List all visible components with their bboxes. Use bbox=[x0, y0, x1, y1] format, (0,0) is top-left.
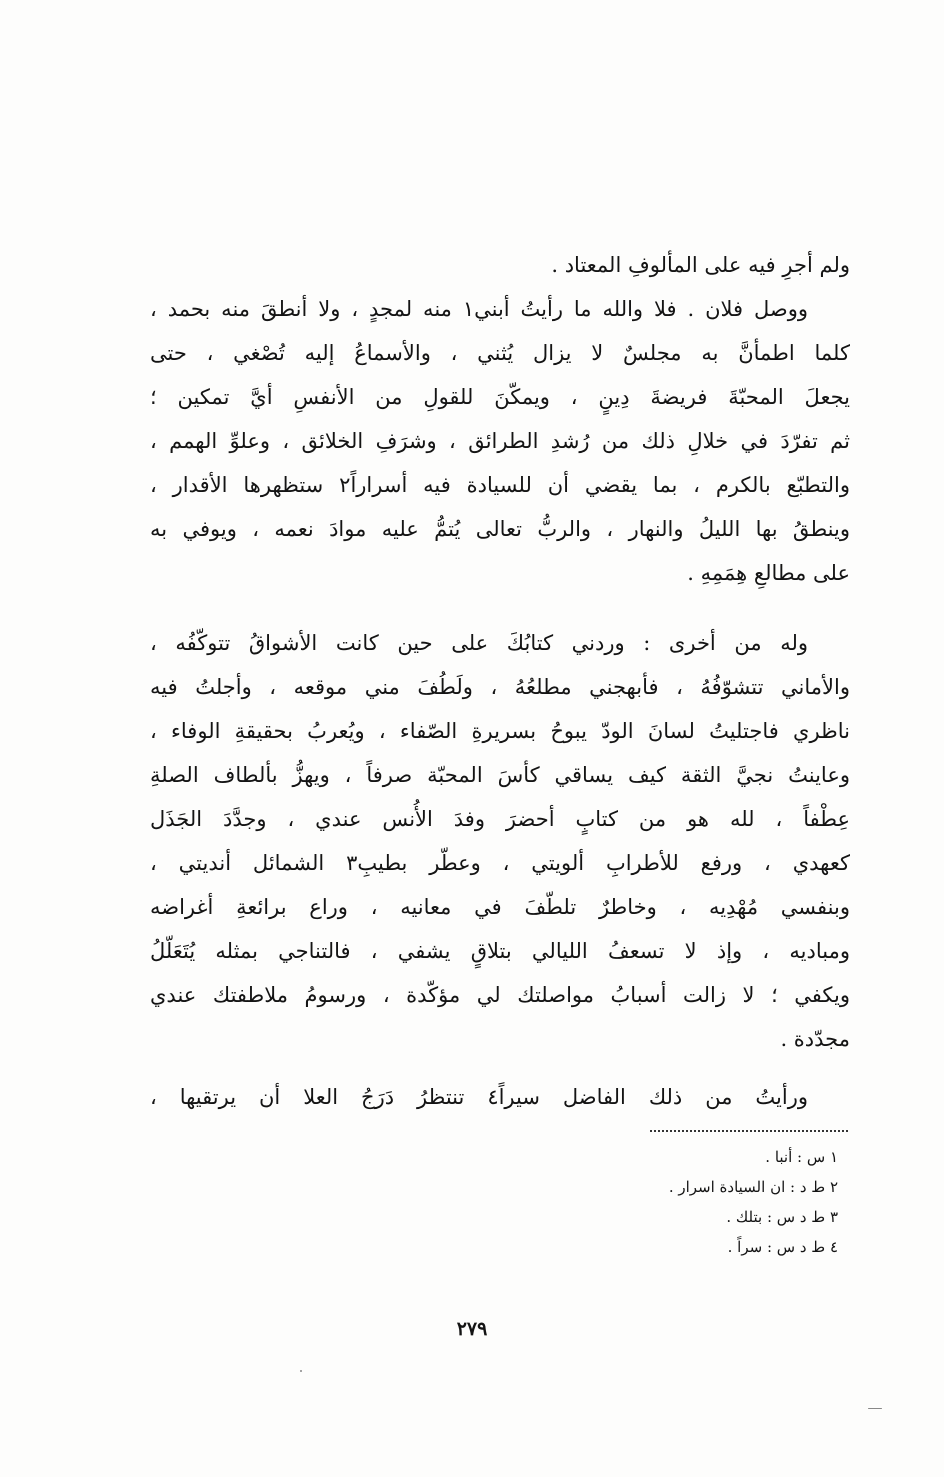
text-line: كلما اطمأنَّ به مجلسٌ لا يزال يُثني ، والأسماعُ إليه تُصْغي ، حتى bbox=[150, 341, 850, 365]
footnote: ١ س : أنبا . bbox=[765, 1148, 838, 1166]
scan-speck bbox=[868, 1408, 882, 1409]
text-line: وله من أخرى : وردني كتابُكَ على حين كانت الأشواقُ تتوكّفُه ، bbox=[150, 631, 808, 655]
text-line: ولم أجرِ فيه على المألوفِ المعتاد . bbox=[551, 253, 850, 277]
footnote: ٣ ط د س : بتلك . bbox=[726, 1208, 838, 1226]
text-line: ثم تفرّدَ في خلالِ ذلك من رُشدِ الطرائق ، وشرَفِ الخلائق ، وعلوِّ الهمم ، bbox=[150, 429, 850, 453]
footnotes bbox=[518, 1142, 838, 1262]
text-line: ويكفي ؛ لا زالت أسبابُ مواصلتك لي مؤكّدة ، ورسومُ ملاطفتك عندي bbox=[150, 983, 850, 1007]
text-line: عِطْفاً ، لله هو من كتابٍ أحضرَ وفدَ الأُنس عندي ، وجدَّدَ الجَذَل bbox=[150, 807, 850, 831]
footnote: ٤ ط د س : سراً . bbox=[727, 1238, 838, 1256]
page-number: ٢٧٩ bbox=[456, 1318, 488, 1340]
text-line: كعهدي ، ورفع للأطرابِ ألويتي ، وعطّر بطيبِ٣ الشمائل أنديتي ، bbox=[150, 851, 850, 875]
scan-speck bbox=[300, 1370, 302, 1372]
text-line: وبنفسي مُهْدِيه ، وخاطرٌ تلطّفَ في معانيه ، وراع برائعةِ أغراضه bbox=[150, 895, 850, 919]
text-line: والأماني تتشوّفُهُ ، فأبهجني مطلعُهُ ، ولَطُفَ مني موقعه ، وأجلتُ فيه bbox=[150, 675, 850, 699]
main-text-lower bbox=[150, 1075, 850, 1119]
footnote-separator bbox=[650, 1130, 848, 1132]
text-line: يجعلَ المحبّةَ فريضةَ دِينٍ ، ويمكّنَ للقولِ من الأنفسِ أيَّ تمكين ؛ bbox=[150, 385, 850, 409]
text-line: على مطالعِ هِمَمِهِ . bbox=[687, 561, 850, 585]
text-line: والتطبّع بالكرم ، بما يقضي أن للسيادة فيه أسراراً٢ ستظهرها الأقدار ، bbox=[150, 473, 850, 497]
text-line: ورأيتُ من ذلك الفاضل سيراً٤ تنتظرُ دَرَجُ العلا أن يرتقيها ، bbox=[150, 1085, 808, 1109]
text-line: مجدّدة . bbox=[780, 1027, 850, 1051]
main-text-upper bbox=[150, 243, 850, 595]
text-line: ناظري فاجتليتُ لسانَ الودّ يبوحُ بسريرةِ الصّفاء ، ويُعربُ بحقيقةِ الوفاء ، bbox=[150, 719, 850, 743]
text-line: وينطقُ بها الليلُ والنهار ، والربُّ تعالى يُتمُّ عليه موادَ نعمه ، ويوفي به bbox=[150, 517, 850, 541]
text-line: ومباديه ، وإذ لا تسعفُ الليالي بتلاقٍ يشفي ، فالتناجي بمثله يُتَعَلّلُ bbox=[150, 939, 850, 963]
main-text-middle bbox=[150, 621, 850, 1061]
text-line: ووصل فلان . فلا والله ما رأيتُ أبني١ منه لمجدٍ ، ولا أنطقَ منه بحمد ، bbox=[150, 297, 808, 321]
footnote: ٢ ط د : ان السيادة اسرار . bbox=[668, 1178, 838, 1196]
text-line: وعاينتُ نجيَّ الثقة كيف يساقي كأسَ المحبّة صرفاً ، ويهزُّ بألطاف الصلةِ bbox=[150, 763, 850, 787]
